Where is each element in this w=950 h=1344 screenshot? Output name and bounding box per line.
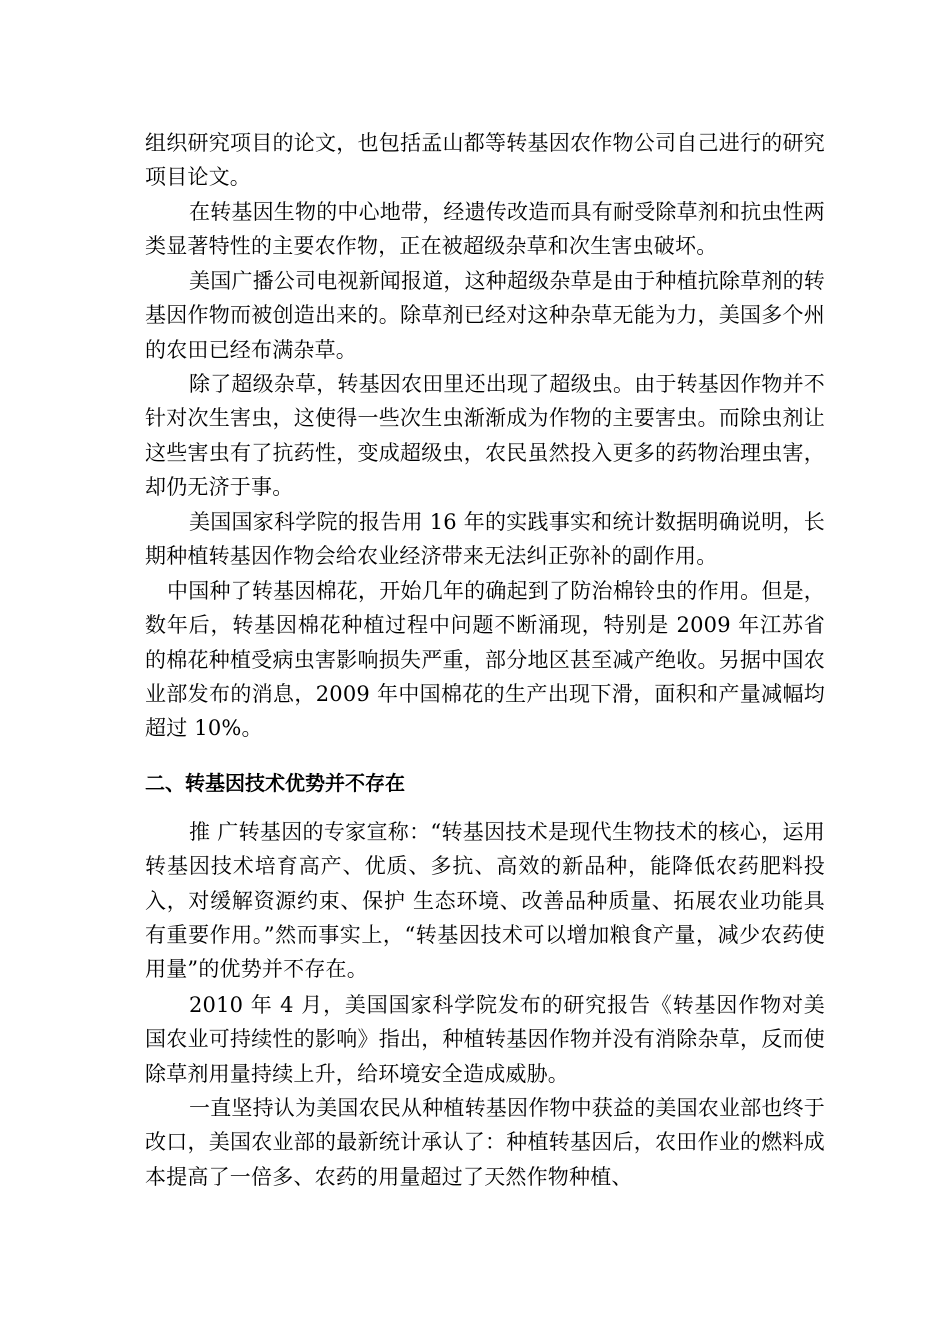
paragraph-abc-news-report: 美国广播公司电视新闻报道，这种超级杂草是由于种植抗除草剂的转基因作物而被创造出来的。除草剂已经对这种杂草无能为力，美国多个州的农田已经布满杂草。 [145,269,825,362]
paragraph-nas-report: 美国国家科学院的报告用 16 年的实践事实和统计数据明确说明，长期种植转基因作物会给农业经济带来无法纠正弥补的副作用。 [145,510,825,569]
section-heading: 二、转基因技术优势并不存在 [145,771,405,795]
paragraph-transgenic-heartland: 在转基因生物的中心地带，经遗传改造而具有耐受除草剂和抗虫性两类显著特性的主要农作物，正在被超级杂草和次生害虫破坏。 [145,200,825,259]
paragraph-2010-report: 2010 年 4 月，美国国家科学院发布的研究报告《转基因作物对美国农业可持续性的影响》指出，种植转基因作物并没有消除杂草，反而使除草剂用量持续上升，给环境安全造成威胁。 [145,993,825,1086]
paragraph-china-cotton: 中国种了转基因棉花，开始几年的确起到了防治棉铃虫的作用。但是，数年后，转基因棉花种植过程中问题不断涌现，特别是 2009 年江苏省的棉花种植受病虫害影响损失严重，部分地区甚至减产绝收。另据中国农业部发布的消息，2009 年中国棉花的生产出现下滑，面积和产量减幅均超过 10%。 [145,579,825,741]
paragraph-usda-admission: 一直坚持认为美国农民从种植转基因作物中获益的美国农业部也终于改口，美国农业部的最新统计承认了：种植转基因后，农田作业的燃料成本提高了一倍多、农药的用量超过了天然作物种植、 [145,1096,825,1189]
paragraph-super-bugs: 除了超级杂草，转基因农田里还出现了超级虫。由于转基因作物并不针对次生害虫，这使得一些次生虫渐渐成为作物的主要害虫。而除虫剂让这些害虫有了抗药性，变成超级虫，农民虽然投入更多的药物治理虫害，却仍无济于事。 [145,372,825,499]
paragraph-expert-claims: 推 广转基因的专家宣称：“转基因技术是现代生物技术的核心，运用转基因技术培育高产、优质、多抗、高效的新品种，能降低农药肥料投入，对缓解资源约束、保护 生态环境、改善品种质量、拓展农业功能具有重要作用。”然而事实上，“转基因技术可以增加粮食产量，减少农药使用量”的优势并不存在。 [145,820,825,982]
paragraph-continued: 组织研究项目的论文，也包括孟山都等转基因农作物公司自己进行的研究项目论文。 [145,131,825,190]
